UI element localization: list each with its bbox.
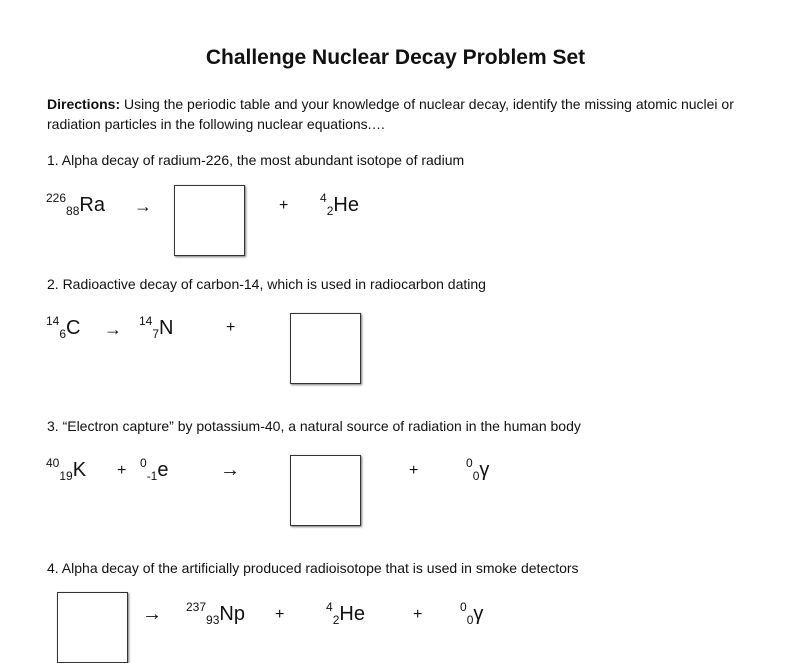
q4-gamma: $^0_0$γ <box>460 600 484 627</box>
q4-helium-nuclide: $^4_2$He <box>326 600 365 627</box>
q3-electron: $^0_{-1}$e <box>140 456 169 483</box>
directions <box>47 94 747 134</box>
q4-reaction-arrow: → <box>142 603 162 625</box>
question-3-text: 3. “Electron capture” by potassium-40, a natural source of radiation in the human body <box>47 418 581 434</box>
directions-text: Using the periodic table and your knowledge of nuclear decay, identify the missing atomic nuclei or radiation particles in the following nuclear equations.… <box>47 96 734 132</box>
q2-reaction-arrow: → <box>104 319 122 339</box>
q2-plus: + <box>226 319 236 336</box>
q4-answer-box[interactable] <box>57 592 128 663</box>
q3-gamma: $^0_0$γ <box>466 456 490 483</box>
q4-plus-1: + <box>275 606 285 623</box>
q1-answer-box[interactable] <box>174 185 245 256</box>
q1-helium-nuclide: $^4_2$He <box>320 191 359 218</box>
q1-plus: + <box>279 197 289 214</box>
q4-plus-2: + <box>413 606 423 623</box>
question-1-text: 1. Alpha decay of radium-226, the most abundant isotope of radium <box>47 152 465 168</box>
q1-reaction-arrow: → <box>134 196 152 216</box>
question-4-text: 4. Alpha decay of the artificially produced radioisotope that is used in smoke detectors <box>47 560 579 576</box>
page-title: Challenge Nuclear Decay Problem Set <box>205 46 586 69</box>
q3-reaction-arrow: → <box>220 459 240 481</box>
q3-plus-2: + <box>409 462 419 479</box>
q3-plus-1: + <box>117 462 127 479</box>
q2-nitrogen-nuclide: $^{14}_7$N <box>139 314 174 341</box>
q3-answer-box[interactable] <box>290 455 361 526</box>
directions-label: Directions: <box>47 96 121 112</box>
question-2-text: 2. Radioactive decay of carbon-14, which is used in radiocarbon dating <box>47 276 486 292</box>
q2-answer-box[interactable] <box>290 313 361 384</box>
q4-neptunium-nuclide: $^{237}_{93}$Np <box>186 600 245 627</box>
q3-potassium-nuclide: $^{40}_{19}$K <box>46 456 87 483</box>
q2-carbon-nuclide: $^{14}_6$C <box>46 314 81 341</box>
q1-radium-nuclide: $^{226}_{88}$Ra <box>46 191 105 218</box>
